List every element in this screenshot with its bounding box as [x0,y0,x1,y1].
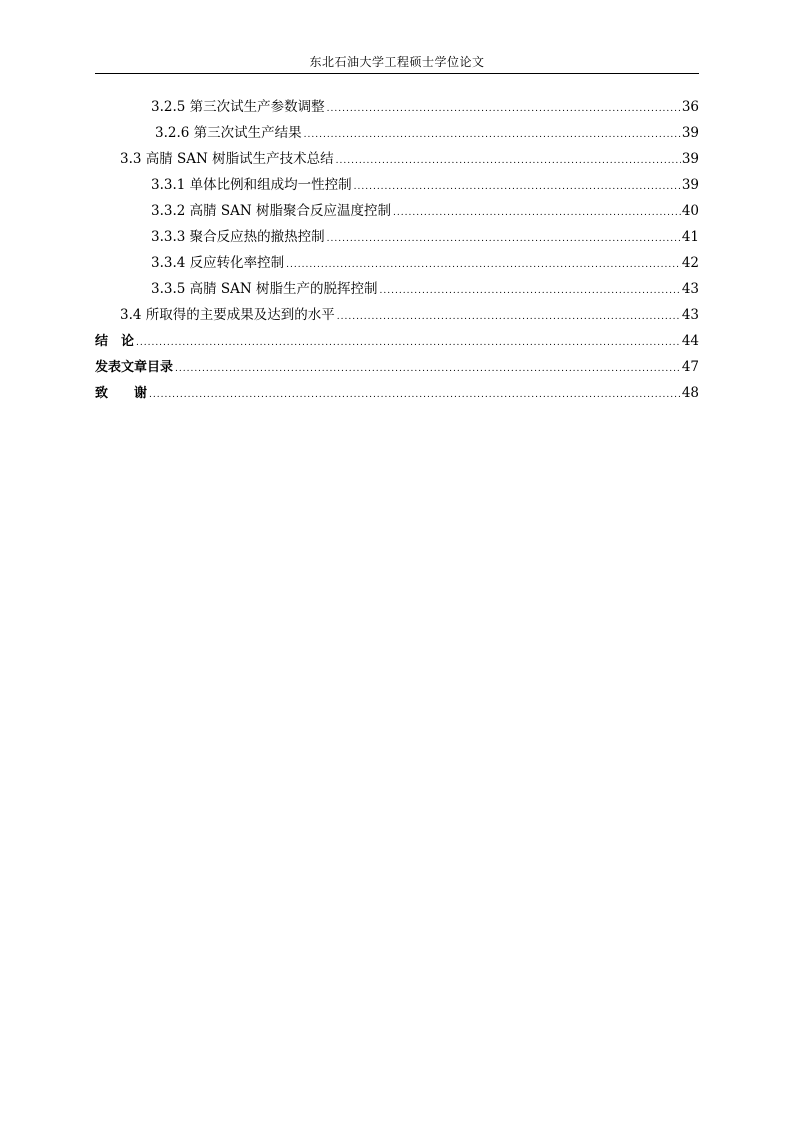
toc-entry-conclusion[interactable] [95,328,699,354]
dot-leader [380,278,681,304]
toc-entry-label: 3.2.5 第三次试生产参数调整 [151,99,325,115]
dot-leader [286,252,681,278]
toc-entry-page: 39 [681,177,699,193]
toc-entry-page: 39 [681,125,699,141]
toc-entry[interactable] [95,94,699,120]
dot-leader [304,122,681,148]
dot-leader [393,200,681,226]
toc-entry-page: 41 [681,229,699,245]
toc-entry-page: 43 [681,281,699,297]
toc-entry-acknowledgements[interactable] [95,380,699,406]
toc-entry[interactable] [95,250,699,276]
header-rule [95,73,699,74]
toc-entry-label: 3.3 高腈 SAN 树脂试生产技术总结 [120,151,334,167]
toc-entry-label: 3.3.5 高腈 SAN 树脂生产的脱挥控制 [151,281,378,297]
toc-entry-page: 48 [681,385,699,401]
toc-entry[interactable] [95,146,699,172]
toc-entry-page: 44 [681,333,699,349]
toc-entry[interactable] [95,120,699,146]
dot-leader [337,304,681,330]
toc-entry-page: 47 [681,359,699,375]
toc-entry[interactable] [95,302,699,328]
table-of-contents [95,94,699,406]
toc-entry[interactable] [95,198,699,224]
toc-entry-label: 结 论 [95,334,135,349]
running-header: 东北石油大学工程硕士学位论文 [309,55,485,69]
toc-entry-label: 3.4 所取得的主要成果及达到的水平 [120,307,335,323]
dot-leader [175,356,681,382]
toc-entry[interactable] [95,224,699,250]
toc-entry-page: 39 [681,151,699,167]
toc-entry-label: 3.3.4 反应转化率控制 [151,255,285,271]
dot-leader [327,96,681,122]
dot-leader [327,226,681,252]
toc-entry-page: 40 [681,203,699,219]
toc-entry-label: 3.2.6 第三次试生产结果 [155,125,302,141]
toc-entry-label: 3.3.2 高腈 SAN 树脂聚合反应温度控制 [151,203,392,219]
dot-leader [336,148,681,174]
dot-leader [149,382,681,408]
toc-entry-page: 43 [681,307,699,323]
dot-leader [354,174,681,200]
toc-entry-page: 36 [681,99,699,115]
toc-entry-label: 发表文章目录 [95,360,174,375]
toc-entry-label: 3.3.1 单体比例和组成均一性控制 [151,177,352,193]
toc-entry-page: 42 [681,255,699,271]
toc-entry-label: 3.3.3 聚合反应热的撤热控制 [151,229,325,245]
toc-entry[interactable] [95,276,699,302]
dot-leader [136,330,681,356]
toc-entry-label: 致 谢 [95,386,148,401]
toc-entry-publications[interactable] [95,354,699,380]
toc-entry[interactable] [95,172,699,198]
